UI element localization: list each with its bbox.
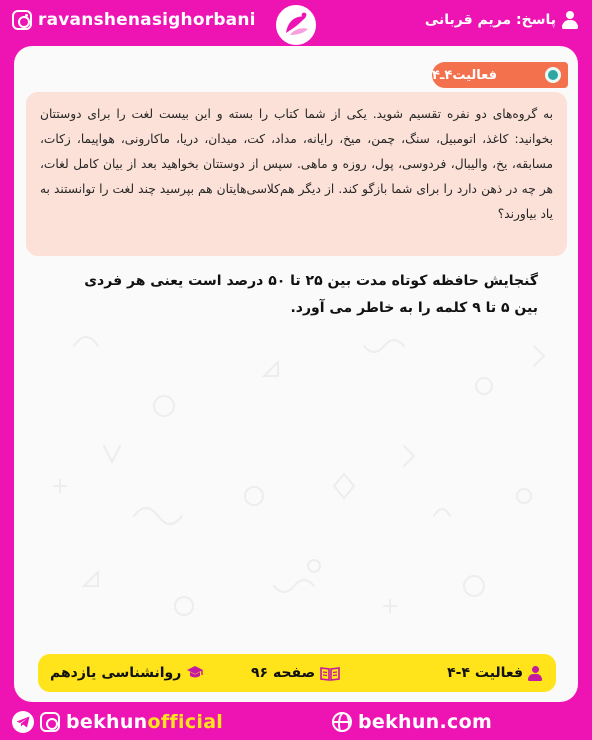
- question-text: به گروه‌های دو نفره تقسیم شوید. یکی از شما کتاب را بسته و این بیست لغت را برای دوستتان بخوانید: کاغذ، اتومبیل، سنگ، چمن، میخ، رایانه، مداد، کت، میدان، دریا، ماکارونی، هواپیما، زکات، مسابقه، یخ، والیبال، فردوسی، پول، روزه و ماهی. سپس از دوستتان بخواهید بعد از بیان کامل لغات، هر چه در ذهن دارد را برای شما بازگو کند. از دیگر هم‌کلاسی‌هایتان هم بپرسید چند لغت را توانستند به یاد بیاورند؟: [26, 92, 567, 256]
- website-link[interactable]: [332, 708, 492, 736]
- instagram-icon: [40, 712, 60, 732]
- footer-subject: [50, 654, 204, 692]
- tag-bullet-icon: [545, 67, 561, 83]
- user-icon: [562, 11, 578, 29]
- user-icon: [528, 666, 542, 681]
- social-handle-prefix: bekhun: [66, 711, 148, 733]
- instagram-icon: [12, 10, 32, 30]
- instagram-handle[interactable]: [12, 7, 256, 33]
- footer-page: [251, 654, 340, 692]
- open-book-icon: [320, 666, 340, 681]
- footer-info-bar: [38, 654, 556, 692]
- activity-tag: [432, 62, 568, 88]
- bekhun-logo: [274, 3, 318, 47]
- footer-subject-label: روانشناسی یازدهم: [50, 665, 182, 681]
- answer-text: گنجایش حافظه کوتاه مدت بین ۲۵ تا ۵۰ درصد است یعنی هر فردی بین ۵ تا ۹ کلمه را به خاطر می آورد.: [84, 273, 538, 316]
- website-suffix: .com: [439, 711, 493, 733]
- answer-author-text: پاسخ: مریم قربانی: [424, 12, 556, 28]
- graduation-cap-icon: [186, 665, 204, 681]
- globe-icon: [332, 712, 352, 732]
- content-card: [14, 46, 578, 702]
- top-bar: [0, 0, 592, 40]
- answer-author: [425, 8, 578, 32]
- social-handle-suffix: official: [147, 711, 224, 733]
- instagram-handle-text: ravanshenasighorbani: [38, 10, 256, 30]
- website-prefix: bekhun: [358, 711, 440, 733]
- footer-activity: [447, 654, 542, 692]
- social-links[interactable]: [12, 708, 223, 736]
- activity-tag-label: فعالیت۴ـ۴: [432, 67, 498, 83]
- footer-activity-label: فعالیت ۴-۴: [447, 665, 523, 681]
- bottom-bar: [0, 704, 592, 740]
- telegram-icon: [12, 711, 34, 733]
- footer-page-label: صفحه ۹۶: [251, 665, 316, 681]
- logo-mark-icon: [278, 7, 314, 43]
